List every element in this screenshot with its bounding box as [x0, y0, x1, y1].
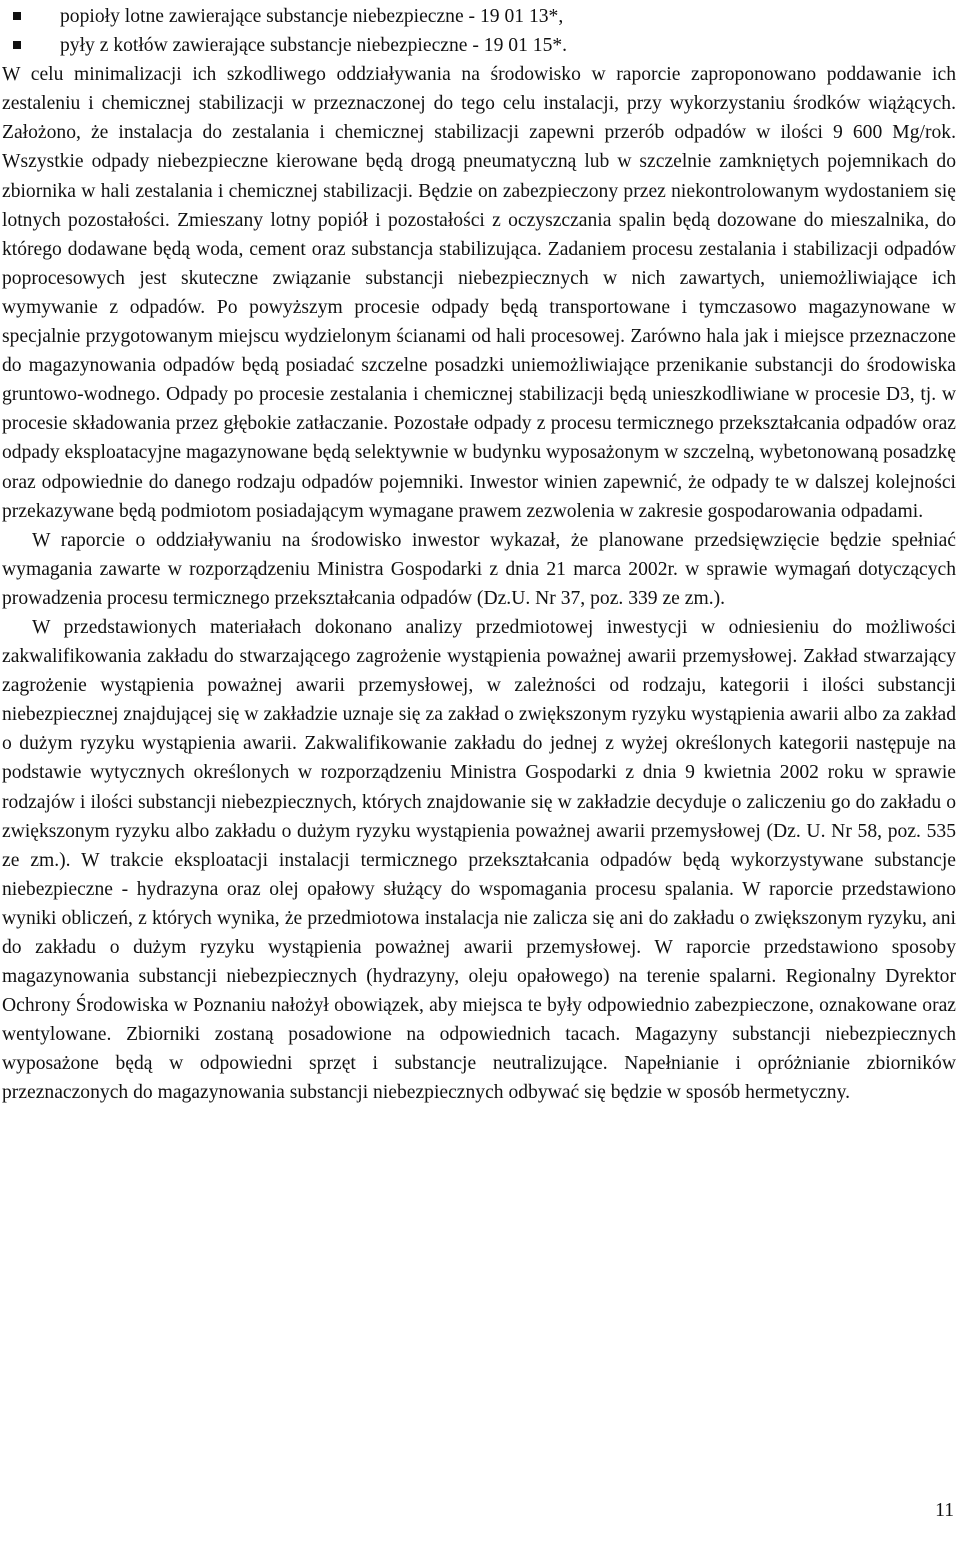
- list-item: [2, 31, 956, 60]
- bullet-list: [2, 2, 956, 60]
- list-item-text: pyły z kotłów zawierające substancje niebezpieczne - 19 01 15*.: [60, 35, 568, 57]
- list-item: [2, 2, 956, 31]
- square-bullet-icon: [13, 41, 21, 49]
- paragraph-waste-stabilization: W celu minimalizacji ich szkodliwego oddziaływania na środowisko w raporcie zaproponowano poddawanie ich zestaleniu i chemicznej stabilizacji w przeznaczonej do tego celu instalacji, przy wykorzystaniu środków wiążących. Założono, że instalacja do zestalania i chemicznej stabilizacji zapewni przerób odpadów w ilości 9 600 Mg/rok. Wszystkie odpady niebezpieczne kierowane będą drogą pneumatyczną lub w szczelnie zamkniętych pojemnikach do zbiornika w hali zestalania i chemicznej stabilizacji. Będzie on zabezpieczony przez niekontrolowanym wydostaniem się lotnych pozostałości. Zmieszany lotny popiół i pozostałości z oczyszczania spalin będą dozowane do mieszalnika, do którego dodawane będą woda, cement oraz substancja stabilizująca. Zadaniem procesu zestalania i stabilizacji odpadów poprocesowych jest skuteczne związanie substancji niebezpiecznych w nich zawartych, uniemożliwiające ich wymywanie z odpadów. Po powyższym procesie odpady będą transportowane i tymczasowo magazynowane w specjalnie przygotowanym miejscu wydzielonym ścianami od hali procesowej. Zarówno hala jak i miejsce przeznaczone do magazynowania odpadów będą posiadać szczelne posadzki uniemożliwiające przenikanie substancji do środowiska gruntowo-wodnego. Odpady po procesie zestalania i chemicznej stabilizacji będą unieszkodliwiane w procesie D3, tj. w procesie składowania przez głębokie zatłaczanie. Pozostałe odpady z procesu termicznego przekształcania odpadów oraz odpady eksploatacyjne magazynowane będą selektywnie w budynku wyposażonym w szczelną, wybetonowaną posadzkę oraz odpowiednie do danego rodzaju odpadów pojemniki. Inwestor winien zapewnić, że odpady te w dalszej kolejności przekazywane będą podmiotom posiadającym wymagane prawem zezwolenia w zakresie gospodarowania odpadami.: [2, 64, 956, 522]
- paragraph-industrial-accident-risk: W przedstawionych materiałach dokonano analizy przedmiotowej inwestycji w odniesieniu do możliwości zakwalifikowania zakładu do stwarzającego zagrożenie wystąpienia poważnej awarii przemysłowej. Zakład stwarzający zagrożenie wystąpienia poważnej awarii przemysłowej, w zależności od rodzaju, kategorii i ilości substancji niebezpiecznej znajdującej się w zakładzie uznaje się za zakład o zwiększonym ryzyku wystąpienia awarii albo za zakład o dużym ryzyku wystąpienia awarii. Zakwalifikowanie zakładu do jednej z wyżej określonych kategorii następuje na podstawie wytycznych określonych w rozporządzeniu Ministra Gospodarki z dnia 9 kwietnia 2002 roku w sprawie rodzajów i ilości substancji niebezpiecznych, których znajdowanie się w zakładzie decyduje o zaliczeniu go do zakładu o zwiększonym ryzyku albo zakładu o dużym ryzyku wystąpienia poważnej awarii przemysłowej (Dz. U. Nr 58, poz. 535 ze zm.). W trakcie eksploatacji instalacji termicznego przekształcania odpadów będą wykorzystywane substancje niebezpieczne - hydrazyna oraz olej opałowy służący do wspomagania procesu spalania. W raporcie przedstawiono wyniki obliczeń, z których wynika, że przedmiotowa instalacja nie zalicza się ani do zakładu o zwiększonym ryzyku, ani do zakładu o dużym ryzyku wystąpienia poważnej awarii przemysłowej. W raporcie przedstawiono sposoby magazynowania substancji niebezpiecznych (hydrazyny, oleju opałowego) na terenie spalarni. Regionalny Dyrektor Ochrony Środowiska w Poznaniu nałożył obowiązek, aby miejsca te były odpowiednio zabezpieczone, oznakowane oraz wentylowane. Zbiorniki zostaną posadowione na odpowiednich tacach. Magazyny substancji niebezpiecznych wyposażone będą w odpowiedni sprzęt i substancje neutralizujące. Napełnianie i opróżnianie zbiorników przeznaczonych do magazynowania substancji niebezpiecznych odbywać się będzie w sposób hermetyczny.: [2, 616, 956, 1104]
- square-bullet-icon: [13, 12, 21, 20]
- paragraph-regulation-compliance: W raporcie o oddziaływaniu na środowisko inwestor wykazał, że planowane przedsięwzięcie będzie spełniać wymagania zawarte w rozporządzeniu Ministra Gospodarki z dnia 21 marca 2002r. w sprawie wymagań dotyczących prowadzenia procesu termicznego przekształcania odpadów (Dz.U. Nr 37, poz. 339 ze zm.).: [2, 529, 956, 609]
- list-item-text: popioły lotne zawierające substancje niebezpieczne - 19 01 13*,: [60, 6, 564, 27]
- page-number: 11: [935, 1500, 954, 1521]
